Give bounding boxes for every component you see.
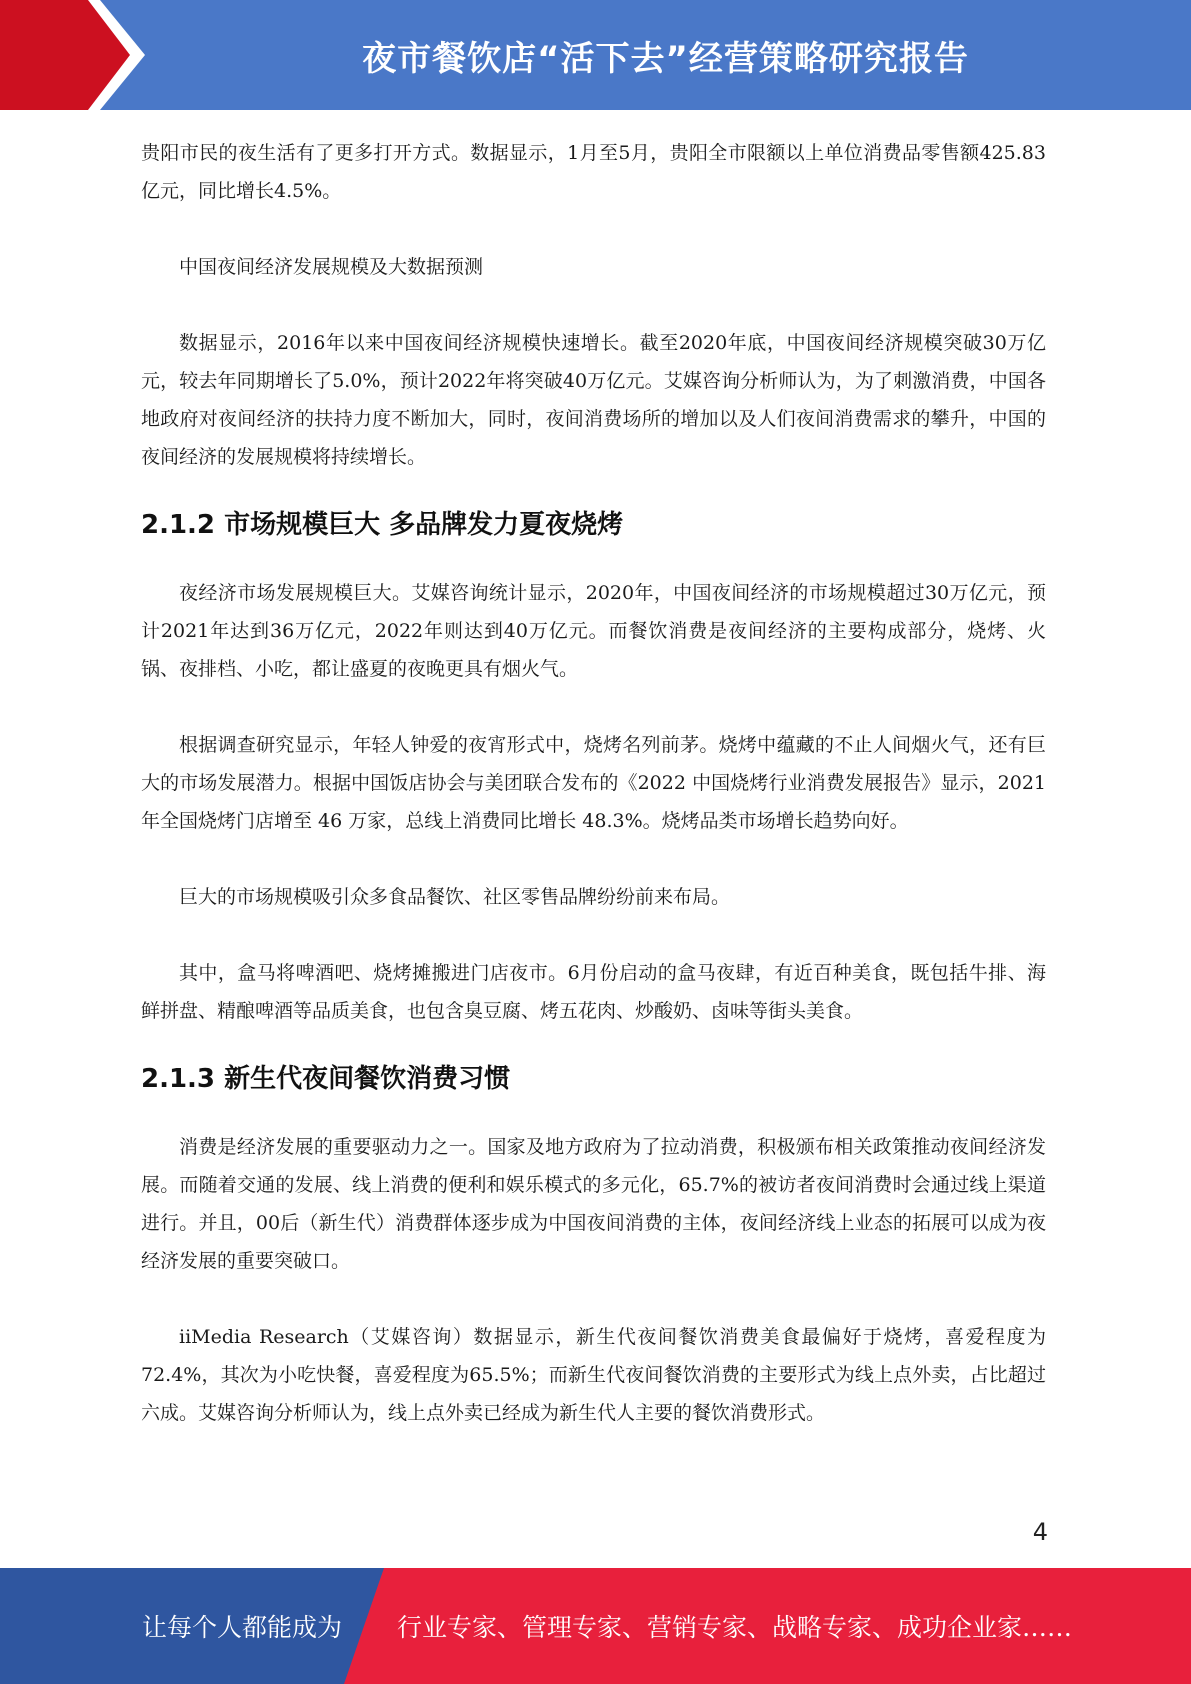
paragraph: 消费是经济发展的重要驱动力之一。国家及地方政府为了拉动消费，积极颁布相关政策推动夜间经济发展。而随着交通的发展、线上消费的便利和娱乐模式的多元化，65.7%的被访者夜间消费时会通过线上渠道进行。并且，00后（新生代）消费群体逐步成为中国夜间消费的主体，夜间经济线上业态的拓展可以成为夜经济发展的重要突破口。 [141,1136,1046,1272]
section-heading: 2.1.3 新生代夜间餐饮消费习惯 [141,1064,511,1094]
paragraph: 贵阳市民的夜生活有了更多打开方式。数据显示，1月至5月，贵阳全市限额以上单位消费品零售额425.83亿元，同比增长4.5%。 [141,142,1046,202]
page-number: 4 [1032,1518,1048,1546]
paragraph: 数据显示，2016年以来中国夜间经济规模快速增长。截至2020年底，中国夜间经济规模突破30万亿元，较去年同期增长了5.0%，预计2022年将突破40万亿元。艾媒咨询分析师认为，为了刺激消费，中国各地政府对夜间经济的扶持力度不断加大，同时，夜间消费场所的增加以及人们夜间消费需求的攀升，中国的夜间经济的发展规模将持续增长。 [141,332,1046,468]
paragraph: iiMedia Research（艾媒咨询）数据显示，新生代夜间餐饮消费美食最偏好于烧烤，喜爱程度为72.4%，其次为小吃快餐，喜爱程度为65.5%；而新生代夜间餐饮消费的主要形式为线上点外卖，占比超过六成。艾媒咨询分析师认为，线上点外卖已经成为新生代人主要的餐饮消费形式。 [141,1326,1046,1424]
paragraph: 巨大的市场规模吸引众多食品餐饮、社区零售品牌纷纷前来布局。 [179,886,731,908]
page-header [0,0,1191,110]
paragraph: 夜经济市场发展规模巨大。艾媒咨询统计显示，2020年，中国夜间经济的市场规模超过30万亿元，预计2021年达到36万亿元，2022年则达到40万亿元。而餐饮消费是夜间经济的主要构成部分，烧烤、火锅、夜排档、小吃，都让盛夏的夜晚更具有烟火气。 [141,582,1046,680]
page-footer [0,1568,1191,1684]
paragraph: 中国夜间经济发展规模及大数据预测 [179,256,484,278]
document-title: 夜市餐饮店“活下去”经营策略研究报告 [362,38,969,79]
page-body [141,134,1046,1432]
paragraph: 其中，盒马将啤酒吧、烧烤摊搬进门店夜市。6月份启动的盒马夜肆，有近百种美食，既包括牛排、海鲜拼盘、精酿啤酒等品质美食，也包含臭豆腐、烤五花肉、炒酸奶、卤味等街头美食。 [141,962,1046,1022]
section-heading: 2.1.2 市场规模巨大 多品牌发力夏夜烧烤 [141,510,624,540]
footer-slogan-left: 让每个人都能成为 [142,1613,343,1642]
header-arrow-decoration [0,0,200,110]
paragraph: 根据调查研究显示，年轻人钟爱的夜宵形式中，烧烤名列前茅。烧烤中蕴藏的不止人间烟火气，还有巨大的市场发展潜力。根据中国饭店协会与美团联合发布的《2022 中国烧烤行业消费发展报告》显示，2021 年全国烧烤门店增至 46 万家，总线上消费同比增长 48.3%。烧烤品类市场增长趋势向好。 [141,734,1046,832]
footer-slogan-right: 行业专家、管理专家、营销专家、战略专家、成功企业家…… [397,1613,1073,1642]
